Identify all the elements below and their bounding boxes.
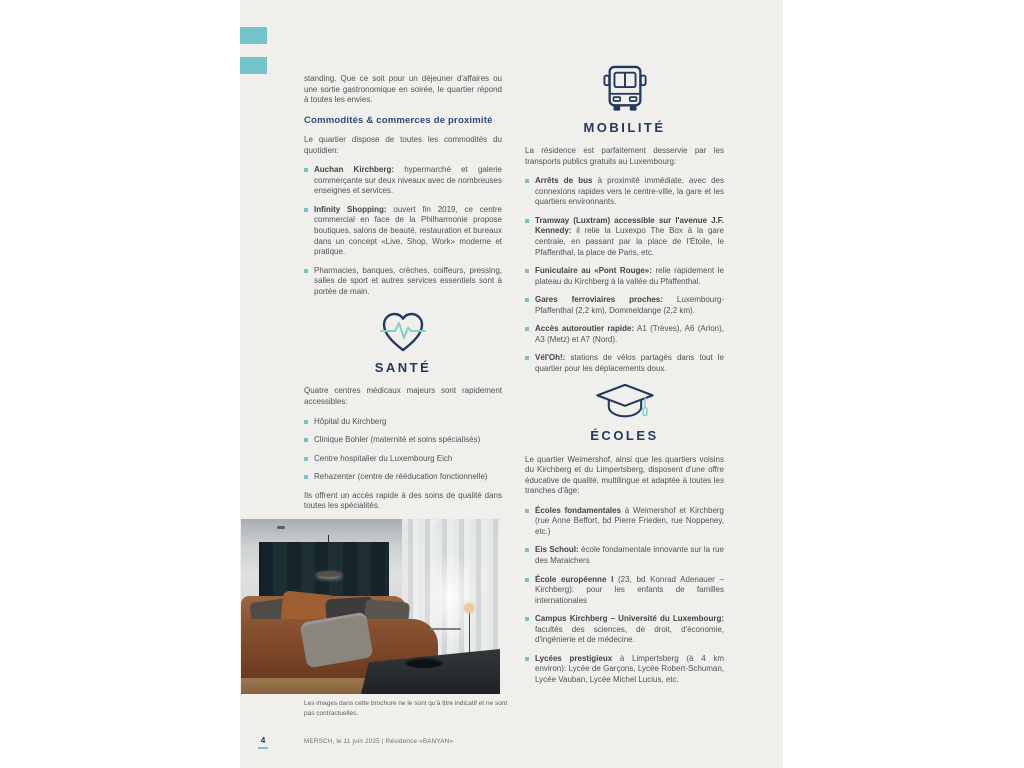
bullet-square-icon xyxy=(304,208,308,212)
bus-icon xyxy=(602,64,648,114)
bullet-bold: Arrêts de bus xyxy=(535,176,593,186)
photo-ceiling-spot xyxy=(277,526,285,529)
bullet-bold: Infinity Shopping: xyxy=(314,204,387,214)
bullet-square-icon xyxy=(525,617,529,621)
bullet-bold: Campus Kirchberg – Université du Luxembourg: xyxy=(535,614,724,624)
accent-block-bottom xyxy=(240,57,267,74)
mobilite-intro: La résidence est parfaitement desservie par les transports publics gratuits au Luxembourg: xyxy=(525,146,724,166)
bullet-text: Centre hospitalier du Luxembourg Eich xyxy=(314,453,453,463)
bullet-text: école fondamentale innovante sur la rue des Maraichers xyxy=(535,545,725,565)
heart-pulse-icon xyxy=(379,310,427,354)
list-item xyxy=(304,417,502,428)
list-item xyxy=(304,435,502,446)
list-item xyxy=(525,575,724,607)
list-item xyxy=(304,266,502,298)
bullet-square-icon xyxy=(525,509,529,513)
sante-intro: Quatre centres médicaux majeurs sont rapidement accessibles: xyxy=(304,386,502,406)
ecoles-heading: ÉCOLES xyxy=(590,428,659,444)
bullet-bold: Auchan Kirchberg: xyxy=(314,165,394,175)
bullet-bold: Écoles fondamentales xyxy=(535,505,622,515)
bullet-text: stations de vélos partagés dans tout le quartier pour les déplacements doux. xyxy=(535,353,724,373)
bullet-bold: Lycées prestigieux xyxy=(535,653,613,663)
bullet-square-icon xyxy=(304,269,308,273)
bullet-square-icon xyxy=(525,356,529,360)
bullet-text: Clinique Bohler (maternité et soins spécialisés) xyxy=(314,435,481,445)
photo-bowl xyxy=(405,657,443,668)
bullet-bold: Gares ferroviaires proches: xyxy=(535,295,663,305)
list-item xyxy=(525,545,724,566)
bullet-text: hypermarché et galerie commerçante sur deux niveaux avec de nombreuses enseignes et services. xyxy=(314,165,502,196)
list-item xyxy=(525,176,724,208)
bullet-square-icon xyxy=(304,475,308,479)
list-item xyxy=(525,654,724,686)
bullet-text: Rehazenter (centre de rééducation fonctionnelle) xyxy=(314,472,488,482)
list-item xyxy=(525,266,724,287)
bullet-square-icon xyxy=(304,457,308,461)
interior-photo xyxy=(241,519,500,694)
bullet-square-icon xyxy=(525,327,529,331)
accent-block-top xyxy=(240,27,267,44)
bullet-square-icon xyxy=(304,168,308,172)
list-item xyxy=(525,353,724,374)
right-column xyxy=(525,62,724,693)
commodites-heading: Commodités & commerces de proximité xyxy=(304,114,493,126)
bullet-text: Luxembourg-Pfaffenthal (2,2 km), Dommeldange (2,2 km). xyxy=(535,295,725,315)
bullet-text: à Weimershof et Kirchberg (rue Anne Beffort, bd Pierre Frieden, rue Noppeney, etc.) xyxy=(535,505,724,536)
footer-line: MERSCH, le 11 juin 2025 | Résidence «BANYAN» xyxy=(304,738,454,745)
mobilite-list xyxy=(525,176,724,374)
left-column xyxy=(304,74,502,521)
ecoles-list xyxy=(525,506,724,686)
photo-caption: Les images dans cette brochure ne le sont qu'à titre indicatif et ne sont pas contractuelles. xyxy=(304,700,508,717)
graduation-cap-icon xyxy=(594,382,656,422)
bullet-text: A1 (Trèves), A6 (Arlon), A3 (Metz) et A7 (Nord). xyxy=(535,324,724,344)
commodites-intro: Le quartier dispose de toutes les commodités du quotidien: xyxy=(304,135,502,155)
bullet-square-icon xyxy=(525,219,529,223)
bullet-text: (23, bd Konrad Adenauer – Kirchberg): pour les enfants de familles internationales xyxy=(535,574,724,605)
list-item xyxy=(525,324,724,345)
ecoles-intro: Le quartier Weimershof, ainsi que les quartiers voisins du Kirchberg et du Limpertsberg, disposent d'une offre éducative de qualité, multilingue et adaptée à toutes les tranches d'âge: xyxy=(525,454,724,496)
bullet-text: facultés des sciences, de droit, d'économie, d'ingénierie et de médecine. xyxy=(535,624,724,645)
bullet-bold: Funiculaire au «Pont Rouge»: xyxy=(535,266,652,276)
bullet-text: ouvert fin 2019, ce centre commercial en face de la Philharmonie propose boutiques, salons de beauté, restauration et bureaux dans un concept «Live, Shop, Work» moderne et pratique. xyxy=(314,204,503,257)
bullet-square-icon xyxy=(525,578,529,582)
bullet-text: Pharmacies, banques, crèches, coiffeurs, pressing, salles de sport et autres services essentiels sont à portée de main. xyxy=(314,265,502,296)
list-item xyxy=(304,472,502,483)
list-item xyxy=(304,454,502,465)
bullet-bold: Vél'Oh!: xyxy=(535,353,566,363)
bullet-bold: Tramway (Luxtram) accessible sur l'avenue J.F. Kennedy: xyxy=(535,215,724,236)
sante-list xyxy=(304,417,502,483)
list-item xyxy=(525,295,724,316)
brochure-page xyxy=(240,0,783,768)
bullet-text: à Limpertsberg (à 4 km environ): Lycée de Garçons, Lycée Robert-Schuman, Lycée Vauban, Lycée Michel Lucius, etc. xyxy=(535,653,724,684)
bullet-square-icon xyxy=(525,548,529,552)
bullet-square-icon xyxy=(304,438,308,442)
bullet-bold: Accès autoroutier rapide: xyxy=(535,324,635,334)
lead-paragraph: standing. Que ce soit pour un déjeuner d'affaires ou une sortie gastronomique en soirée, le quartier répond à toutes les envies. xyxy=(304,74,502,105)
page-number: 4 xyxy=(260,735,266,745)
list-item xyxy=(304,205,502,258)
list-item xyxy=(525,614,724,646)
sante-heading: SANTÉ xyxy=(374,360,432,376)
bullet-square-icon xyxy=(525,657,529,661)
bullet-bold: École européenne I xyxy=(535,574,614,584)
bullet-text: il relie la Luxexpo The Box à la gare centrale, en passant par la place de l'Étoile, le Pfaffenthal, la place de Paris, etc. xyxy=(535,226,724,257)
bullet-square-icon xyxy=(525,269,529,273)
sante-outro: Ils offrent un accès rapide à des soins de qualité dans toutes les spécialités. xyxy=(304,490,502,511)
photo-floor-lamp-pole xyxy=(469,610,470,656)
bullet-bold: Eis Schoul: xyxy=(535,545,579,555)
list-item xyxy=(525,506,724,538)
page-number-underline xyxy=(258,747,268,749)
list-item xyxy=(525,216,724,258)
bullet-square-icon xyxy=(525,179,529,183)
bullet-square-icon xyxy=(304,420,308,424)
photo-pendant-cord xyxy=(328,535,329,572)
photo-side-table xyxy=(430,628,461,631)
bullet-text: à proximité immédiate, avec des connexions rapides vers le centre-ville, la gare et les quartiers environnants. xyxy=(535,176,725,207)
commodites-list xyxy=(304,165,502,297)
list-item xyxy=(304,165,502,197)
bullet-square-icon xyxy=(525,298,529,302)
mobilite-heading: MOBILITÉ xyxy=(583,120,666,135)
photo-pendant-lamp xyxy=(316,571,342,577)
bullet-text: Hôpital du Kirchberg xyxy=(314,416,387,426)
bullet-text: relie rapidement le plateau du Kirchberg à la vallée du Pfaffenthal. xyxy=(535,266,724,286)
